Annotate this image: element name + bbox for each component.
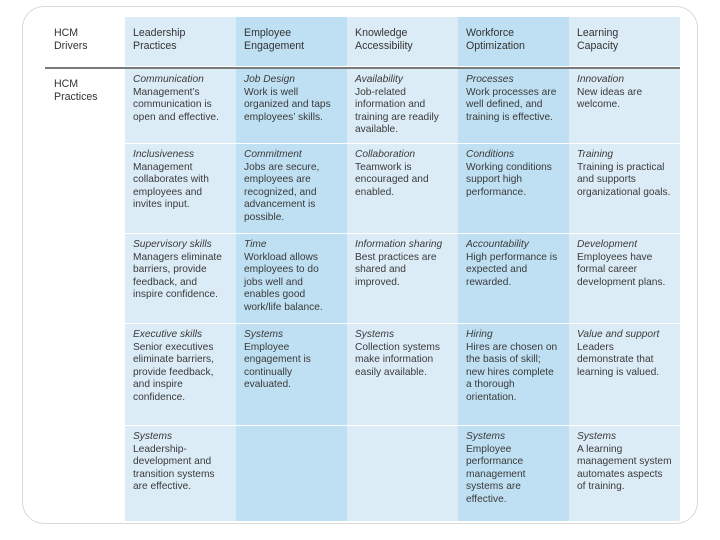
hcm-table	[45, 17, 688, 522]
table-cell	[458, 426, 569, 522]
table-cell	[569, 234, 680, 324]
cell-description: Best practices are shared and improved.	[355, 251, 437, 288]
table-cell	[569, 67, 680, 144]
table-cell	[347, 67, 458, 144]
cell-title: Information sharing	[355, 239, 443, 250]
cell-description: Management’s communication is open and effective.	[133, 86, 219, 123]
cell-title: Supervisory skills	[133, 239, 212, 250]
table-cell	[236, 67, 347, 144]
header-line1: Knowledge	[355, 27, 408, 39]
table-cell	[458, 67, 569, 144]
cell-description: Management collaborates with employees and invites input.	[133, 161, 209, 211]
cell-title: Systems	[355, 329, 395, 340]
header-line1: Workforce	[466, 27, 515, 39]
header-line1: Employee	[244, 27, 292, 39]
cell-description: Hires are chosen on the basis of skill; new hires complete a thorough orientation.	[466, 341, 558, 403]
header-drivers	[45, 17, 125, 67]
table-cell-empty	[347, 426, 458, 522]
cell-title: Inclusiveness	[133, 149, 195, 160]
table-cell	[236, 234, 347, 324]
header-drivers-line2: Drivers	[54, 39, 88, 52]
header-line2: Capacity	[577, 39, 619, 52]
cell-description: Work processes are well defined, and training is effective.	[466, 86, 557, 123]
cell-title: Time	[244, 239, 267, 250]
side-empty	[45, 426, 125, 522]
header-line2: Engagement	[244, 39, 305, 52]
cell-title: Training	[577, 149, 614, 160]
cell-title: Availability	[355, 74, 403, 85]
cell-title: Communication	[133, 74, 204, 85]
table-cell	[125, 144, 236, 234]
header-workforce-optimization	[458, 17, 569, 67]
table-cell	[347, 144, 458, 234]
side-practices	[45, 67, 125, 144]
table-cell	[125, 67, 236, 144]
header-leadership-practices	[125, 17, 236, 67]
cell-description: Training is practical and supports organizational goals.	[577, 161, 671, 198]
table-cell	[125, 426, 236, 522]
cell-description: Job-related information and training are readily available.	[355, 86, 439, 136]
header-line1: Learning	[577, 27, 619, 39]
cell-description: Working conditions support high performance.	[466, 161, 552, 198]
side-practices-line2: Practices	[54, 90, 98, 103]
header-knowledge-accessibility	[347, 17, 458, 67]
cell-title: Accountability	[466, 239, 529, 250]
table-cell	[125, 324, 236, 426]
header-learning-capacity	[569, 17, 680, 67]
cell-title: Development	[577, 239, 638, 250]
header-line2: Optimization	[466, 39, 525, 52]
header-line2: Practices	[133, 39, 177, 52]
table-cell	[236, 324, 347, 426]
side-practices-line1: HCM	[54, 78, 79, 90]
cell-description: Teamwork is encouraged and enabled.	[355, 161, 429, 198]
side-empty	[45, 324, 125, 426]
header-line1: Leadership	[133, 27, 186, 39]
cell-title: Systems	[577, 431, 617, 442]
cell-description: Senior executives eliminate barriers, provide feedback, and inspire confidence.	[133, 341, 214, 403]
table-cell	[458, 324, 569, 426]
cell-description: High performance is expected and rewarded.	[466, 251, 558, 288]
table-cell-empty	[236, 426, 347, 522]
table-cell	[458, 144, 569, 234]
header-employee-engagement	[236, 17, 347, 67]
cell-title: Collaboration	[355, 149, 416, 160]
table-cell	[125, 234, 236, 324]
cell-description: Collection systems make information easily available.	[355, 341, 440, 378]
cell-title: Commitment	[244, 149, 302, 160]
cell-title: Systems	[466, 431, 506, 442]
table-cell	[236, 144, 347, 234]
cell-description: Work is well organized and taps employees’ skills.	[244, 86, 331, 123]
header-line2: Accessibility	[355, 39, 413, 52]
cell-description: Employee engagement is continually evaluated.	[244, 341, 311, 391]
table-cell	[569, 144, 680, 234]
cell-description: New ideas are welcome.	[577, 86, 643, 111]
cell-description: Leaders demonstrate that learning is valued.	[577, 341, 660, 378]
table-cell	[569, 426, 680, 522]
cell-description: Leadership-development and transition systems are effective.	[133, 443, 215, 493]
table-cell	[347, 234, 458, 324]
cell-title: Executive skills	[133, 329, 203, 340]
cell-title: Systems	[244, 329, 284, 340]
cell-description: Employees have formal career development plans.	[577, 251, 666, 288]
header-drivers-line1: HCM	[54, 27, 79, 39]
table-cell	[569, 324, 680, 426]
side-empty	[45, 144, 125, 234]
table-cell	[347, 324, 458, 426]
cell-title: Job Design	[244, 74, 295, 85]
table-cell	[458, 234, 569, 324]
cell-title: Systems	[133, 431, 173, 442]
cell-title: Processes	[466, 74, 514, 85]
cell-description: Workload allows employees to do jobs well and enables good work/life balance.	[244, 251, 323, 313]
cell-description: Managers eliminate barriers, provide feedback, and inspire confidence.	[133, 251, 222, 301]
cell-title: Value and support	[577, 329, 660, 340]
side-empty	[45, 234, 125, 324]
cell-description: Jobs are secure, employees are recognized, and advancement is possible.	[244, 161, 320, 223]
cell-description: Employee performance management systems are effective.	[466, 443, 526, 505]
cell-description: A learning management system automates aspects of training.	[577, 443, 672, 493]
cell-title: Hiring	[466, 329, 493, 340]
cell-title: Conditions	[466, 149, 515, 160]
cell-title: Innovation	[577, 74, 625, 85]
